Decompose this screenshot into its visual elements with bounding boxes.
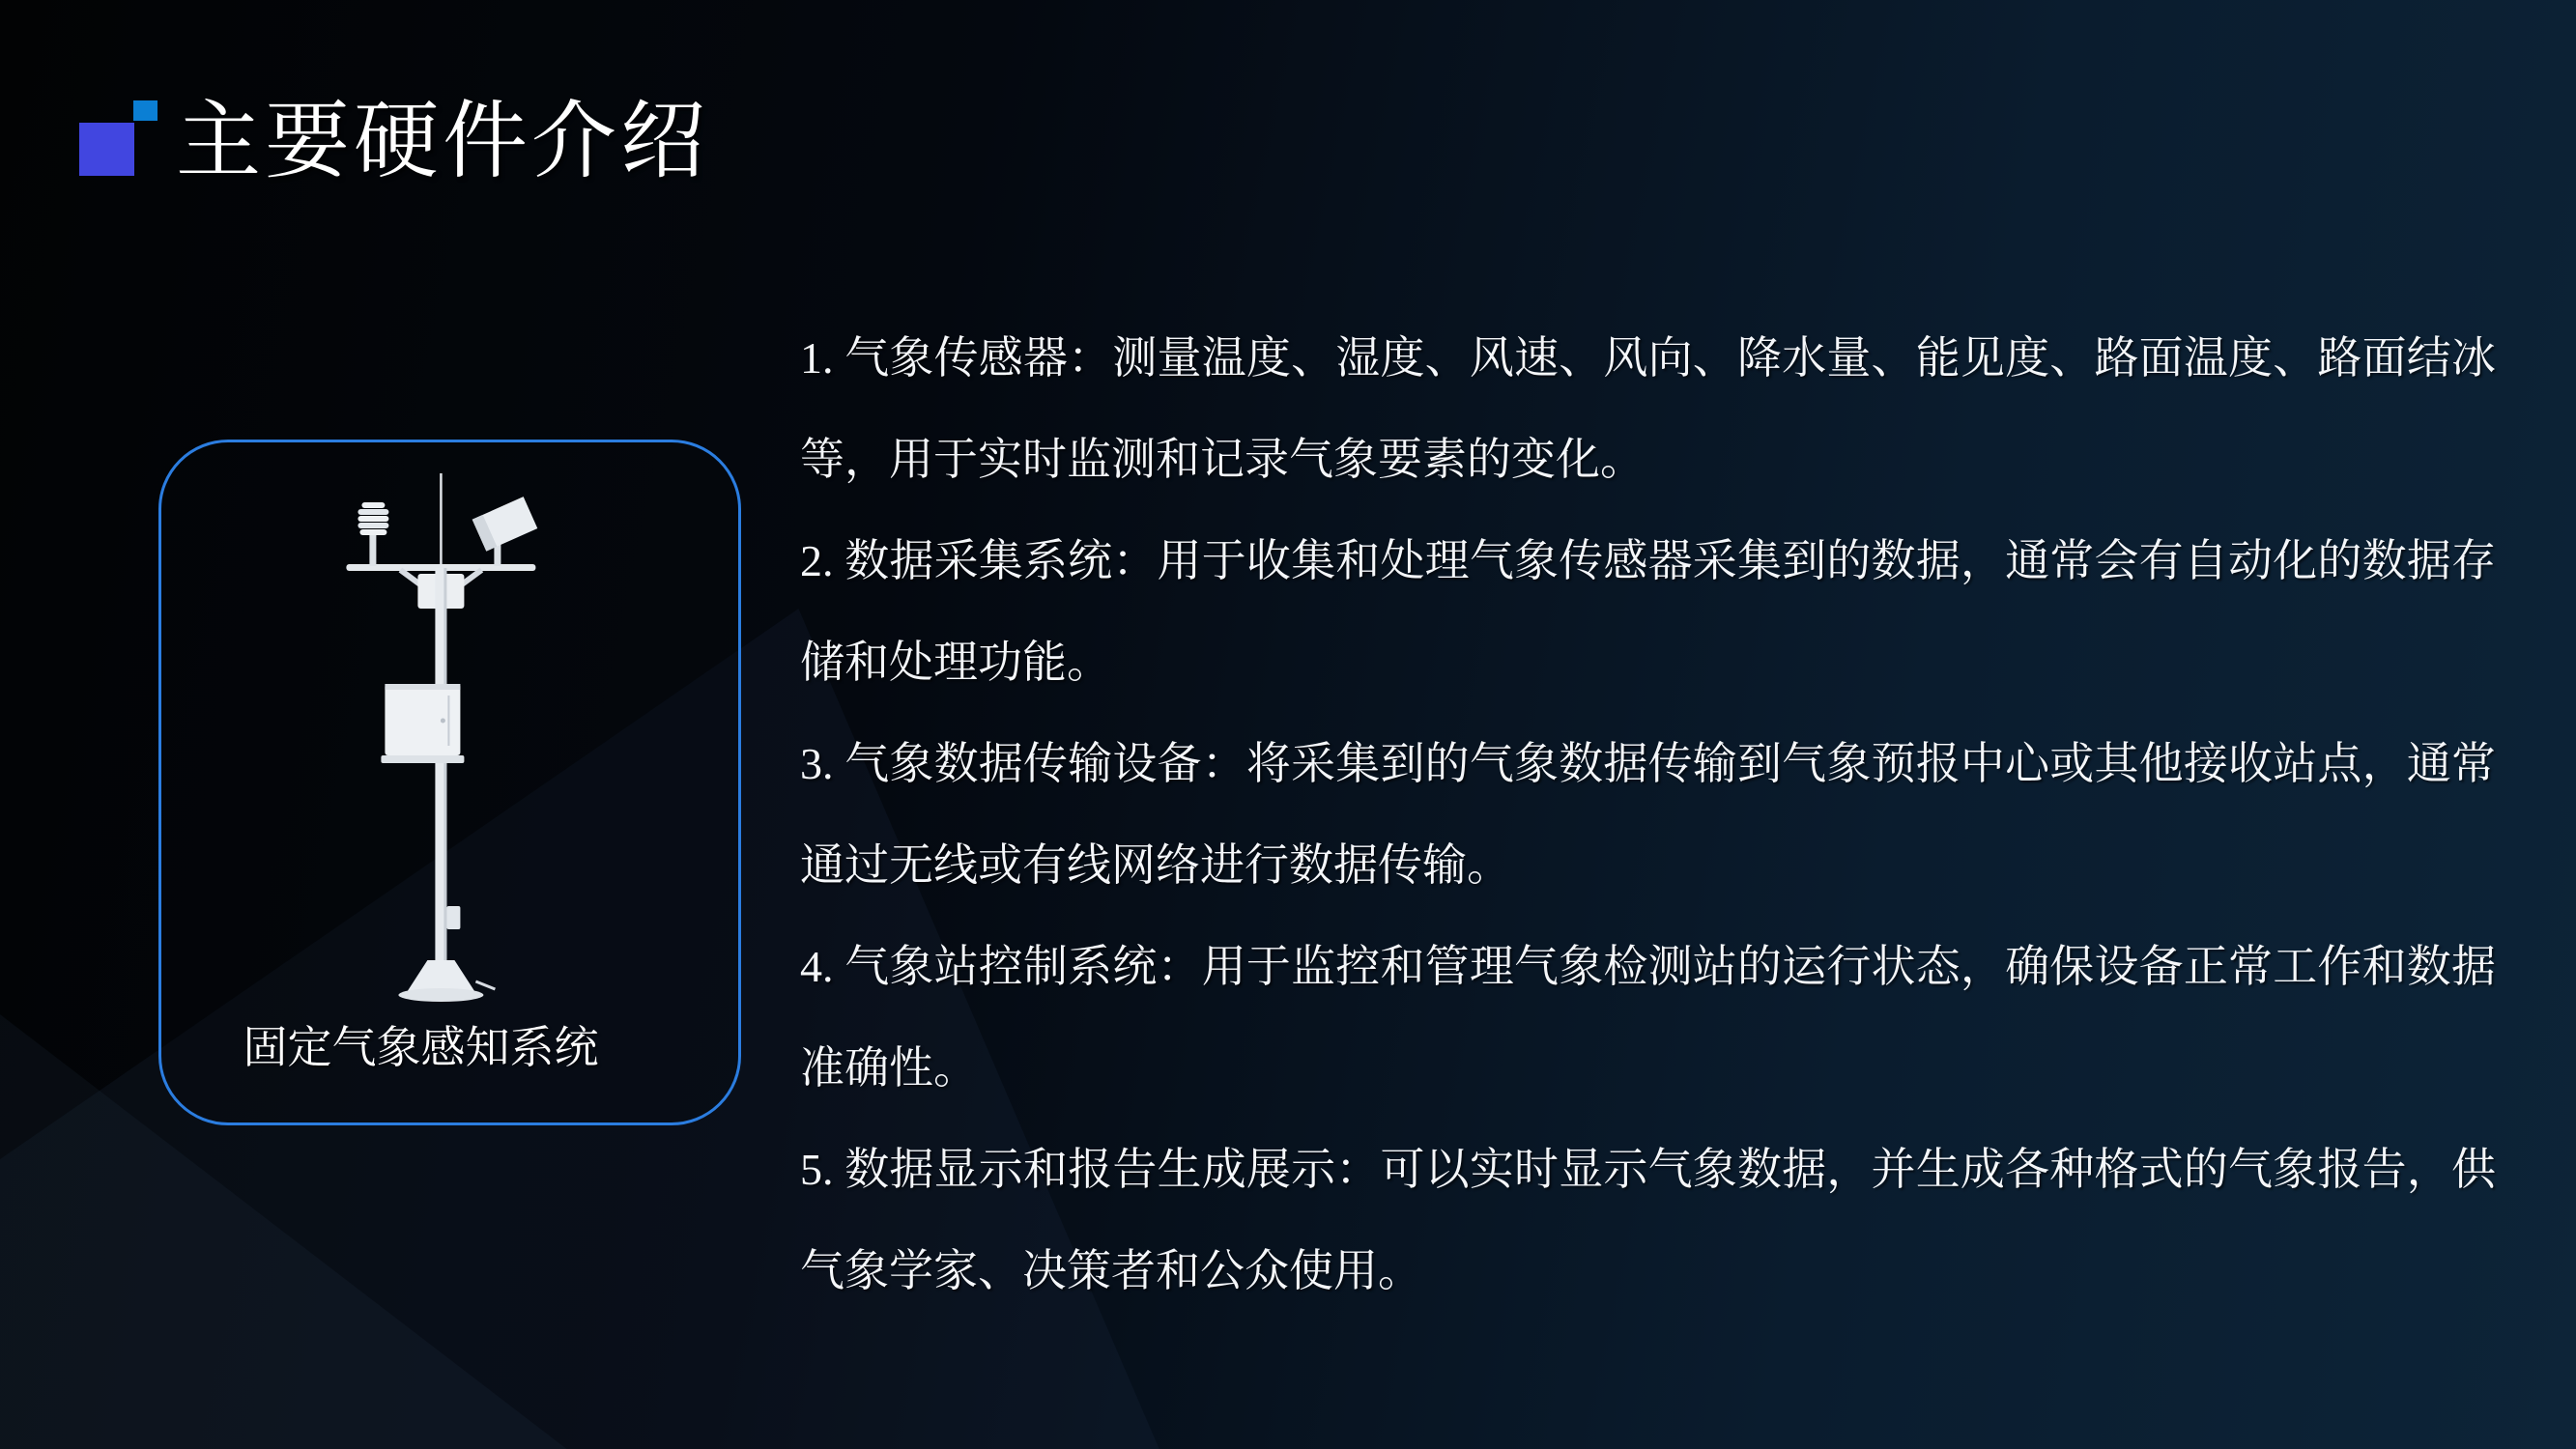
- card-caption: 固定气象感知系统: [243, 1023, 599, 1072]
- base: [398, 960, 495, 1002]
- pole-shade: [444, 568, 446, 962]
- page-title: 主要硬件介绍: [176, 96, 710, 189]
- lower-bracket: [446, 906, 460, 929]
- hardware-item-1: 1. 气象传感器：测量温度、湿度、风速、风向、降水量、能见度、路面温度、路面结冰等，用于实时监测和记录气象要素的变化。: [800, 333, 2496, 484]
- weather-station-card: [158, 440, 741, 1125]
- hardware-item-4: 4. 气象站控制系统：用于监控和管理气象检测站的运行状态，确保设备正常工作和数据准确性。: [800, 942, 2496, 1093]
- radiation-shield-sensor: [358, 502, 388, 535]
- weather-station-image: [286, 460, 595, 1012]
- hardware-items-list: [800, 307, 2496, 1321]
- hardware-item-3: 3. 气象数据传输设备：将采集到的气象数据传输到气象预报中心或其他接收站点，通常通过无线或有线网络进行数据传输。: [800, 739, 2496, 890]
- hardware-item-5: 5. 数据显示和报告生成展示：可以实时显示气象数据，并生成各种格式的气象报告，供气象学家、决策者和公众使用。: [800, 1145, 2496, 1295]
- panel-sensor: [472, 497, 537, 551]
- control-cabinet: [381, 684, 464, 763]
- left-sensor-post: [369, 533, 376, 566]
- title-accent-square-large: [79, 123, 134, 176]
- hardware-item-2: 2. 数据采集系统：用于收集和处理气象传感器采集到的数据，通常会有自动化的数据存储和处理功能。: [800, 536, 2496, 687]
- title-accent-square-small: [133, 100, 157, 121]
